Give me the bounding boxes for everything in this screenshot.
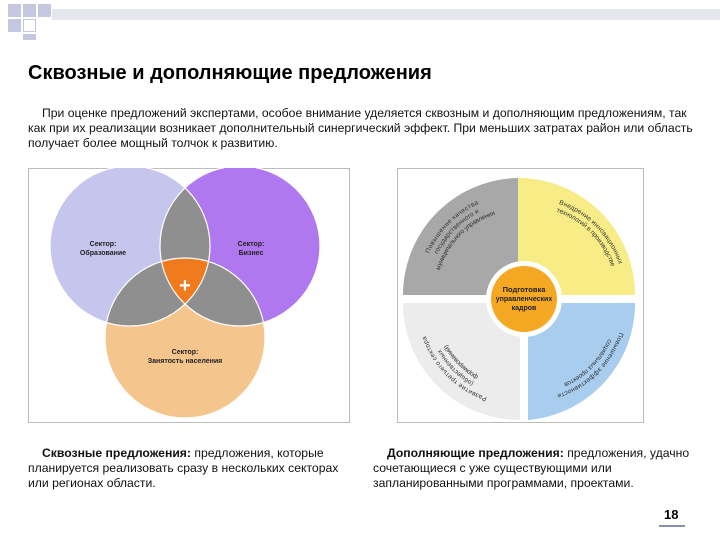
caption-cross-cutting-term: Сквозные предложения: bbox=[42, 446, 191, 460]
quadrant-innovation-label-2: технологий в производстве bbox=[555, 206, 617, 268]
deco-square bbox=[23, 34, 36, 40]
header-bar bbox=[52, 9, 720, 20]
deco-square bbox=[8, 4, 21, 17]
label-education-line2: Образование bbox=[79, 250, 127, 257]
caption-complementary-text: предложения, удачно сочетающиеся с уже существующими или запланированными программами, проектами. bbox=[373, 446, 690, 490]
page-title: Сквозные и дополняющие предложения bbox=[28, 62, 432, 84]
venn-svg bbox=[28, 168, 350, 423]
quadrant-social-label-1: Повышение эффективности bbox=[556, 331, 625, 400]
page-number-underline bbox=[659, 525, 685, 527]
label-education-line1: Сектор: bbox=[89, 241, 117, 248]
page-number: 18 bbox=[664, 507, 679, 522]
quadrant-innovation-label-1: Внедрение инновационных bbox=[558, 199, 624, 265]
header-decoration bbox=[0, 0, 720, 40]
deco-square bbox=[23, 19, 36, 32]
center-plus-sign: + bbox=[179, 275, 191, 297]
quadrant-diagram bbox=[397, 168, 644, 423]
deco-square bbox=[8, 19, 21, 32]
core-label-line2: управленческих bbox=[495, 296, 553, 303]
deco-square bbox=[38, 4, 51, 17]
label-employment-line1: Сектор: bbox=[171, 349, 199, 356]
quadrant-governance-label-1: Повышение качества bbox=[424, 199, 480, 255]
caption-cross-cutting bbox=[28, 446, 348, 491]
core-label-line1: Подготовка bbox=[502, 285, 546, 294]
caption-complementary bbox=[373, 446, 693, 491]
label-business-line1: Сектор: bbox=[237, 241, 265, 248]
venn-diagram bbox=[28, 168, 350, 423]
quadrant-third-sector-label-1: Развитие третьего сектора bbox=[420, 335, 488, 403]
quadrant-governance-label-2: государственного и bbox=[433, 208, 481, 256]
quadrant-governance-label-3: муниципального управления bbox=[434, 209, 496, 271]
deco-square bbox=[23, 4, 36, 17]
intro-paragraph: При оценке предложений экспертами, особое внимание уделяется сквозным и дополняющим предложениям, так как при их реализации возникает дополнительный синергический эффект. При меньших затратах район или область получает более мощный толчок к развитию. bbox=[28, 106, 693, 150]
label-employment-line2: Занятость населения bbox=[147, 358, 223, 365]
quadrant-svg bbox=[397, 168, 644, 423]
quadrant-third-sector-label-2: (общественных bbox=[436, 348, 475, 387]
quadrant-third-sector-label-3: формирований) bbox=[442, 343, 480, 381]
core-label-line3: кадров bbox=[511, 305, 537, 312]
label-business-line2: Бизнес bbox=[238, 250, 264, 257]
caption-cross-cutting-text: предложения, которые планируется реализовать сразу в нескольких секторах или регионах области. bbox=[28, 446, 339, 490]
quadrant-social-label-2: социальных проектов bbox=[562, 337, 613, 388]
caption-complementary-term: Дополняющие предложения: bbox=[387, 446, 564, 460]
